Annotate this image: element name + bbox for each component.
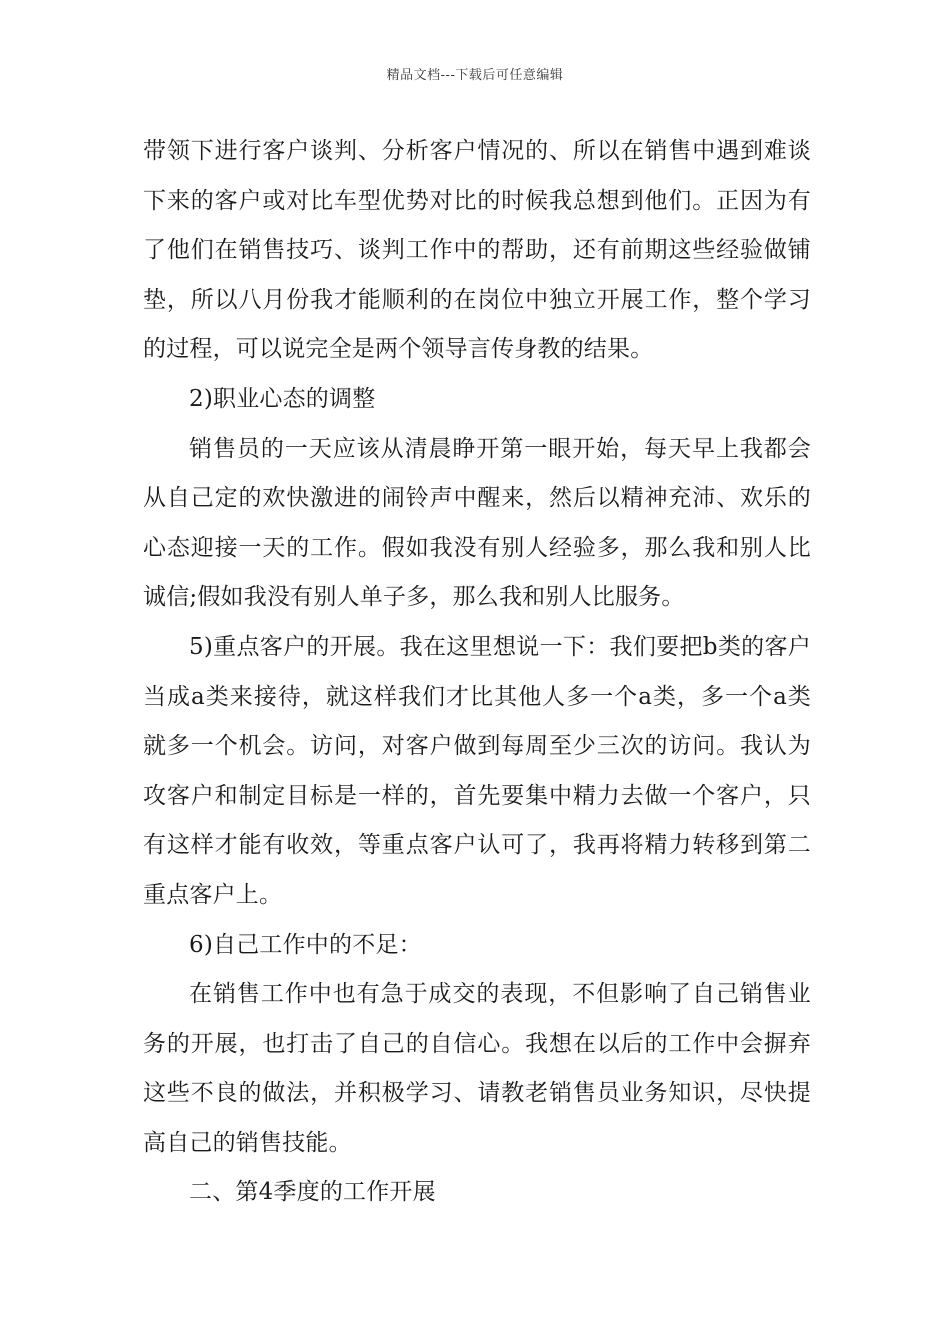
paragraph-shortcomings: 在销售工作中也有急于成交的表现，不但影响了自己销售业务的开展，也打击了自己的自信心。我想在以后的工作中会摒弃这些不良的做法，并积极学习、请教老销售员业务知识，尽快提高自己的销售技能。 [143,981,811,1156]
section-heading-shortcomings: 6)自己工作中的不足： [189,931,422,958]
document-body [143,127,811,1218]
section-heading-q4-work: 二、第4季度的工作开展 [189,1179,436,1206]
paragraph-daily-routine: 销售员的一天应该从清晨睁开第一眼开始，每天早上我都会从自己定的欢快激进的闹铃声中醒来，然后以精神充沛、欢乐的心态迎接一天的工作。假如我没有别人经验多，那么我和别人比诚信;假如我没有别人单子多，那么我和别人比服务。 [143,435,811,611]
page-header: 精品文档---下载后可任意编辑 [386,68,564,83]
paragraph-key-customers: 5)重点客户的开展。我在这里想说一下：我们要把b类的客户当成a类来接待，就这样我们才比其他人多一个a类，多一个a类就多一个机会。访问，对客户做到每周至少三次的访问。我认为攻客户和制定目标是一样的，首先要集中精力去做一个客户，只有这样才能有收效，等重点客户认可了，我再将精力转移到第二重点客户上。 [143,633,811,908]
paragraph-continuation: 带领下进行客户谈判、分析客户情况的、所以在销售中遇到难谈下来的客户或对比车型优势对比的时候我总想到他们。正因为有了他们在销售技巧、谈判工作中的帮助，还有前期这些经验做铺垫，所以八月份我才能顺利的在岗位中独立开展工作，整个学习的过程，可以说完全是两个领导言传身教的结果。 [143,138,811,363]
section-heading-career-mindset: 2)职业心态的调整 [189,385,376,412]
